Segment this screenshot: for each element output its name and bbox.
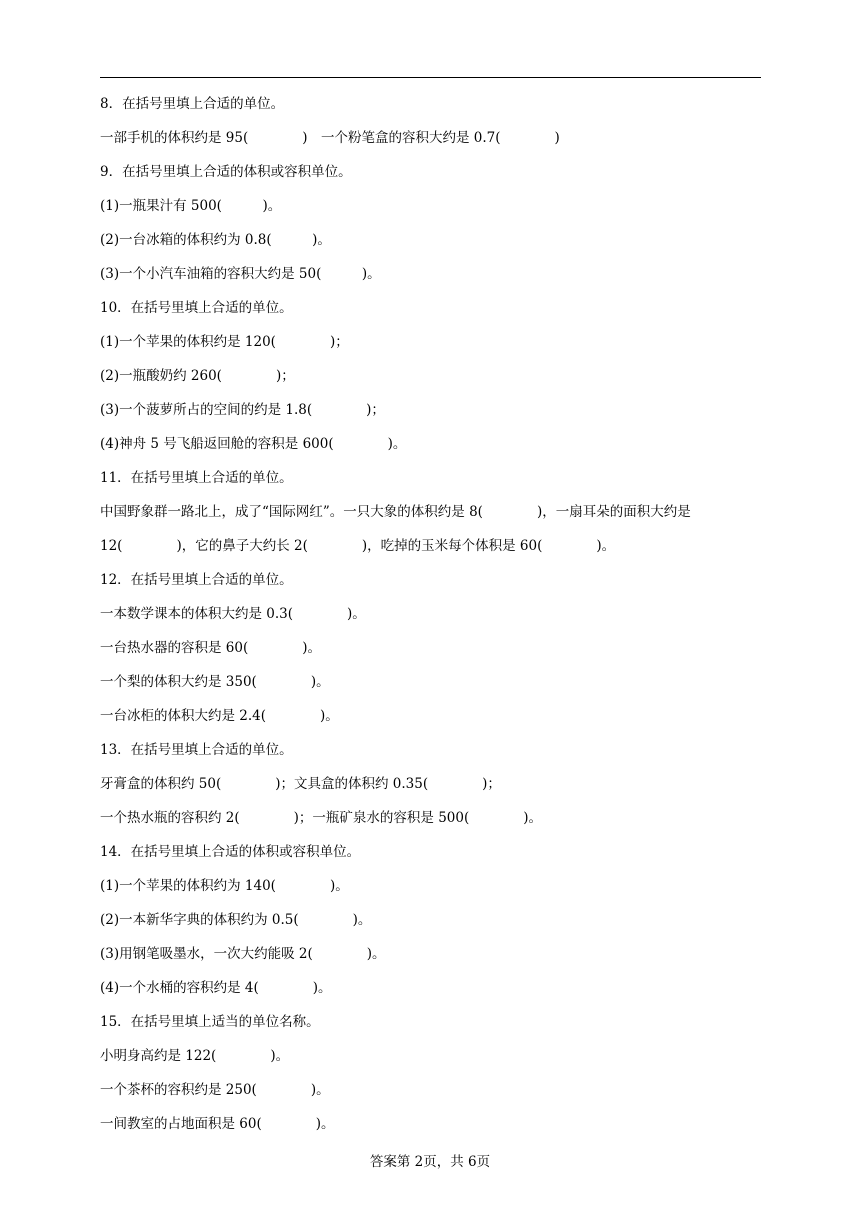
question-15-item-3: 一间教室的占地面积是 60( )。 xyxy=(100,1116,335,1132)
question-12-item-3: 一个梨的体积大约是 350( )。 xyxy=(100,674,330,690)
question-8-title: 8．在括号里填上合适的单位。 xyxy=(100,96,285,112)
question-12-item-1: 一本数学课本的体积大约是 0.3( )。 xyxy=(100,606,366,622)
page-footer: 答案第 2页，共 6页 xyxy=(369,1154,491,1170)
question-12-item-2: 一台热水器的容积是 60( )。 xyxy=(100,640,322,656)
question-14-item-4: (4)一个水桶的容积约是 4( )。 xyxy=(100,980,332,996)
question-10-title: 10．在括号里填上合适的单位。 xyxy=(100,300,293,316)
header-rule xyxy=(100,77,761,78)
question-9-title: 9．在括号里填上合适的体积或容积单位。 xyxy=(100,164,352,180)
question-11-title: 11．在括号里填上合适的单位。 xyxy=(100,470,293,486)
question-12-title: 12．在括号里填上合适的单位。 xyxy=(100,572,293,588)
question-12-item-4: 一台冰柜的体积大约是 2.4( )。 xyxy=(100,708,339,724)
question-13-item-1: 牙膏盒的体积约 50( )；文具盒的体积约 0.35( )； xyxy=(100,776,501,792)
question-13-title: 13．在括号里填上合适的单位。 xyxy=(100,742,293,758)
question-14-title: 14．在括号里填上合适的体积或容积单位。 xyxy=(100,844,361,860)
question-10-item-4: (4)神舟 5 号飞船返回舱的容积是 600( )。 xyxy=(100,436,407,452)
document-body xyxy=(100,87,762,1141)
question-9-item-1: (1)一瓶果汁有 500( )。 xyxy=(100,198,282,214)
question-15-item-2: 一个茶杯的容积约是 250( )。 xyxy=(100,1082,330,1098)
question-14-item-2: (2)一本新华字典的体积约为 0.5( )。 xyxy=(100,912,372,928)
question-8-text: 一部手机的体积约是 95( ) 一个粉笔盒的容积大约是 0.7( ) xyxy=(100,130,560,146)
question-10-item-2: (2)一瓶酸奶约 260( )； xyxy=(100,368,295,384)
question-11-text: 中国野象群一路北上，成了“国际网红”。一只大象的体积约是 8( )，一扇耳朵的面积大约是 12( )，它的鼻子大约长 2( )，吃掉的玉米每个体积是 60( )。 xyxy=(100,504,691,554)
question-9-item-3: (3)一个小汽车油箱的容积大约是 50( )。 xyxy=(100,266,381,282)
question-10-item-3: (3)一个菠萝所占的空间的约是 1.8( )； xyxy=(100,402,385,418)
question-13-item-2: 一个热水瓶的容积约 2( )；一瓶矿泉水的容积是 500( )。 xyxy=(100,810,543,826)
question-14-item-3: (3)用钢笔吸墨水，一次大约能吸 2( )。 xyxy=(100,946,386,962)
question-9-item-2: (2)一台冰箱的体积约为 0.8( )。 xyxy=(100,232,331,248)
question-10-item-1: (1)一个苹果的体积约是 120( )； xyxy=(100,334,349,350)
question-15-title: 15．在括号里填上适当的单位名称。 xyxy=(100,1014,320,1030)
question-14-item-1: (1)一个苹果的体积约为 140( )。 xyxy=(100,878,349,894)
question-15-item-1: 小明身高约是 122( )。 xyxy=(100,1048,290,1064)
